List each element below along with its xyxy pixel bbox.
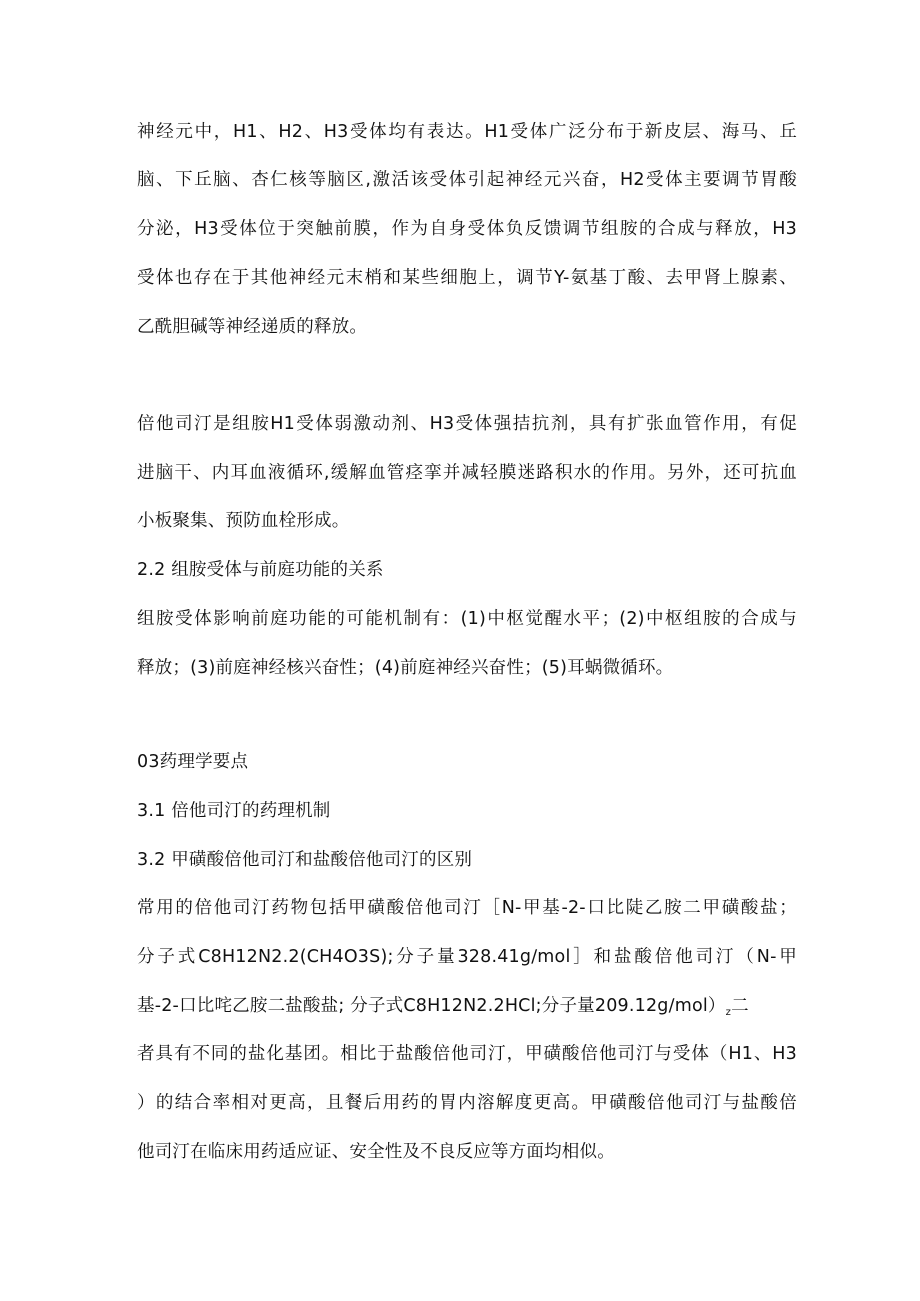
section-heading: 03药理学要点 (137, 752, 249, 772)
text-line: 倍他司汀是组胺H1受体弱激动剂、H3受体强拮抗剂，具有扩张血管作用，有促 (137, 414, 797, 434)
section-heading: 3.1 倍他司汀的药理机制 (137, 801, 331, 821)
text-line: 进脑干、内耳血液循环,缓解血管痉挛并减轻膜迷路积水的作用。另外，还可抗血 (137, 463, 797, 483)
text-line: ）的结合率相对更高，且餐后用药的胃内溶解度更高。甲磺酸倍他司汀与盐酸倍 (137, 1093, 797, 1113)
text-line: 分泌，H3受体位于突触前膜，作为自身受体负反馈调节组胺的合成与释放，H3 (137, 219, 797, 239)
text-segment: 二 (731, 996, 749, 1016)
text-line: 分子式C8H12N2.2(CH4O3S);分子量328.41g∕mol］和盐酸倍他司汀（N-甲 (137, 947, 797, 967)
section-heading: 2.2 组胺受体与前庭功能的关系 (137, 560, 384, 580)
text-line: 神经元中，H1、H2、H3受体均有表达。H1受体广泛分布于新皮层、海马、丘 (137, 122, 797, 142)
subscript-mark: z (725, 1007, 732, 1018)
text-line: 者具有不同的盐化基团。相比于盐酸倍他司汀，甲磺酸倍他司汀与受体（H1、H3 (137, 1044, 797, 1064)
text-line: 常用的倍他司汀药物包括甲磺酸倍他司汀［N-甲基-2-口比陡乙胺二甲磺酸盐； (137, 898, 797, 918)
text-line: 乙酰胆碱等神经递质的释放。 (137, 317, 368, 337)
text-line (137, 994, 797, 1025)
text-line: 小板聚集、预防血栓形成。 (137, 511, 350, 531)
section-heading: 3.2 甲磺酸倍他司汀和盐酸倍他司汀的区别 (137, 850, 473, 870)
text-line: 脑、下丘脑、杏仁核等脑区,激活该受体引起神经元兴奋，H2受体主要调节胃酸 (137, 170, 797, 190)
text-line: 他司汀在临床用药适应证、安全性及不良反应等方面均相似。 (137, 1142, 615, 1162)
text-line: 受体也存在于其他神经元末梢和某些细胞上，调节Y-氨基丁酸、去甲肾上腺素、 (137, 268, 797, 288)
text-line: 释放；(3)前庭神经核兴奋性；(4)前庭神经兴奋性；(5)耳蜗微循环。 (137, 658, 674, 678)
text-segment: 基-2-口比咤乙胺二盐酸盐; 分子式C8H12N2.2HCl;分子量209.12g∕mol） (137, 996, 726, 1016)
text-line: 组胺受体影响前庭功能的可能机制有：(1)中枢觉醒水平；(2)中枢组胺的合成与 (137, 609, 797, 629)
